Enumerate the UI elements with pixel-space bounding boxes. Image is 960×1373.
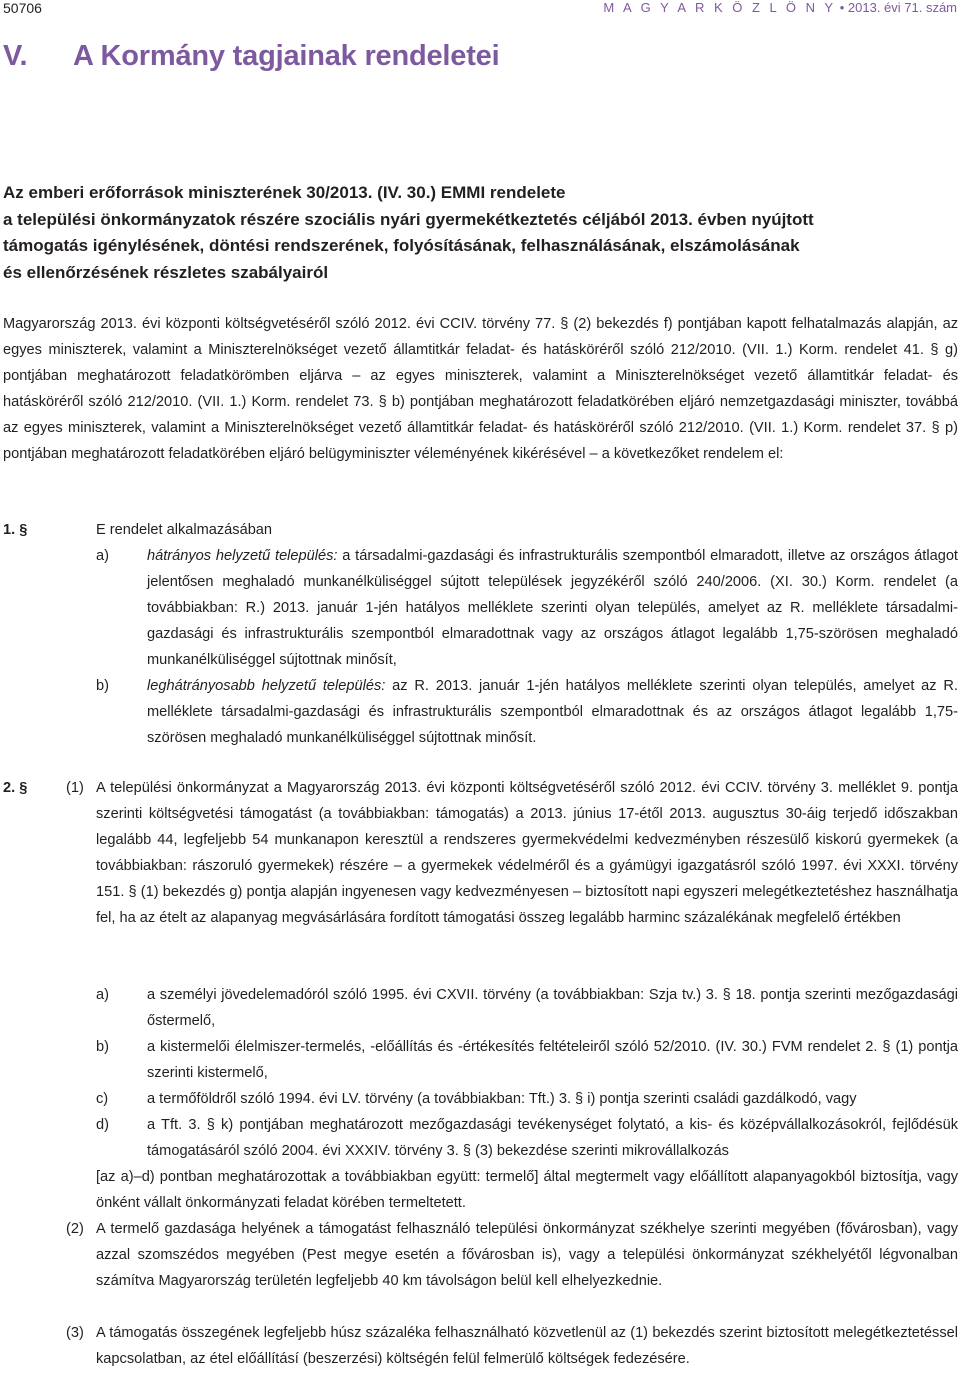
page-number: 50706 <box>3 0 42 16</box>
list-item: a Tft. 3. § k) pontjában meghatározott mezőgazdasági tevékenységet folytató, a kis- és középvállalkozásokról, fejlődésük támogatásáról szóló 2004. évi XXXIV. törvény 3. § (3) bekezdése szerinti mikrovállalkozás <box>147 1117 958 1159</box>
list-item: a személyi jövedelemadóról szóló 1995. évi CXVII. törvény (a továbbiakban: Szja tv.) 3. § 18. pontja szerinti mezőgazdasági őstermelő, <box>147 987 958 1029</box>
chapter-heading <box>3 40 499 73</box>
decree-title <box>3 180 958 286</box>
paragraph-label: (3) <box>66 1325 84 1341</box>
issue-info: • 2013. évi 71. szám <box>839 0 957 15</box>
paragraph-3: A támogatás összegének legfeljebb húsz százaléka felhasználható közvetlenül az (1) bekezdés szerint biztosított melegétkeztetéssel kapcsolatban, az étel előállításí (beszerzési) költségén felül felmerülő költségek fedezésére. <box>96 1325 958 1367</box>
section-intro: E rendelet alkalmazásában <box>96 522 273 538</box>
section-2 <box>3 776 958 1368</box>
chapter-number: V. <box>3 40 28 72</box>
decree-title-line: és ellenőrzésének részletes szabályairól <box>3 262 329 282</box>
definition-text: a társadalmi-gazdasági és infrastrukturális szempontból elmaradott, illetve az országos átlagot jelentősen meghaladó munkanélküliséggel sújtott települések jegyzékéről szóló 240/2006. (XI. 30.) Korm. rendelet (a továbbiakban: R.) 2013. január 1-jén hatályos melléklete szerinti olyan település, amelyet az R. melléklete társadalmi-gazdasági és infrastrukturális szempontból elmaradottnak vagy az országos átlagot legalább 1,75-szörösen meghaladó munkanélküliséggel sújtottnak minősít, <box>147 548 958 668</box>
section-number: 2. § <box>3 780 28 796</box>
paragraph-label: (1) <box>66 780 84 796</box>
item-label: b) <box>96 678 109 694</box>
item-label: a) <box>96 548 109 564</box>
defined-term: leghátrányosabb helyzetű település: <box>147 678 386 694</box>
definition-b <box>147 674 958 752</box>
item-label: b) <box>96 1039 109 1055</box>
chapter-title: A Kormány tagjainak rendeletei <box>73 40 500 72</box>
decree-title-line: Az emberi erőforrások miniszterének 30/2013. (IV. 30.) EMMI rendelete <box>3 183 566 202</box>
item-label: d) <box>96 1117 109 1133</box>
decree-title-line: a települési önkormányzatok részére szociális nyári gyermekétkeztetés céljából 2013. évben nyújtott <box>3 209 814 229</box>
running-header <box>603 0 957 15</box>
paragraph-1-tail: [az a)–d) pontban meghatározottak a továbbiakban együtt: termelő] által megtermelt vagy előállított alapanyagokból biztosítja, vagy önként vállalt önkormányzati feladat körében termeltetett. <box>96 1169 958 1211</box>
list-item: a termőföldről szóló 1994. évi LV. törvény (a továbbiakban: Tft.) 3. § i) pontja szerinti családi gazdálkodó, vagy <box>147 1091 857 1107</box>
decree-title-line: támogatás igénylésének, döntési rendszerének, folyósításának, felhasználásának, elszámolásának <box>3 236 800 255</box>
definition-a <box>147 544 958 674</box>
list-item: a kistermelői élelmiszer-termelés, -előállítás és -értékesítés feltételeiről szóló 52/2010. (IV. 30.) FVM rendelet 2. § (1) pontja szerinti kistermelő, <box>147 1039 958 1081</box>
item-label: c) <box>96 1091 109 1107</box>
paragraph-1: A települési önkormányzat a Magyarország 2013. évi központi költségvetéséről szóló 2012. évi CCIV. törvény 3. melléklet 9. pontja szerinti költségvetési támogatást (a továbbiakban: támogatás) a 2013. június 17-étől 2013. augusztus 30-áig terjedő időszakban legalább 44, legfeljebb 54 munkanapon keresztül a rendszeres gyermekvédelmi kedvezményben részesülő kiskorú gyermekek (a továbbiakban: rászoruló gyermekek) részére – a gyermekek védelméről és a gyámügyi igazgatásról szóló 1997. évi XXXI. törvény 151. § (1) bekezdés g) pontja alapján ingyenesen vagy kedvezményesen – biztosított napi egyszeri melegétkeztetéshez használhatja fel, ha az ételt az alapanyag megvásárlására fordított támogatási összeg legalább harminc százalékának megfelelő értékben <box>96 780 958 926</box>
paragraph-label: (2) <box>66 1221 84 1237</box>
paragraph-2: A termelő gazdasága helyének a támogatást felhasználó települési önkormányzat székhelye szerinti megyében (fővárosban), vagy azzal szomszédos megyében (Pest megye esetén a fővárosban is), vagy a települési önkormányzat székhelyétől légvonalban számítva Magyarország területén legfeljebb 40 km távolságon belül kell elhelyezkednie. <box>96 1221 958 1289</box>
section-1 <box>3 518 958 758</box>
journal-name: M A G Y A R K Ö Z L Ö N Y <box>603 0 837 15</box>
section-number: 1. § <box>3 522 28 538</box>
item-label: a) <box>96 987 109 1003</box>
defined-term: hátrányos helyzetű település: <box>147 548 338 564</box>
preamble: Magyarország 2013. évi központi költségvetéséről szóló 2012. évi CCIV. törvény 77. § (2) bekezdés f) pontjában kapott felhatalmazás alapján, az egyes miniszterek, valamint a Miniszterelnökséget vezető államtitkár feladat- és hatásköréről szóló 212/2010. (VII. 1.) Korm. rendelet 41. § g) pontjában meghatározott feladatkörömben eljárva – az egyes miniszterek, valamint a Miniszterelnökséget vezető államtitkár feladat- és hatásköréről szóló 212/2010. (VII. 1.) Korm. rendelet 73. § b) pontjában meghatározott feladatkörében eljáró nemzetgazdasági miniszter, továbbá az egyes miniszterek, valamint a Miniszterelnökséget vezető államtitkár feladat- és hatásköréről szóló 212/2010. (VII. 1.) Korm. rendelet 37. § p) pontjában meghatározott feladatkörében eljáró belügyminiszter véleményének kikérésével – a következőket rendelem el: <box>3 316 958 462</box>
definition-text: az R. 2013. január 1-jén hatályos melléklete szerinti olyan település, amelyet az R. melléklete társadalmi-gazdasági és infrastrukturális szempontból elmaradottnak és az országos átlagot legalább 1,75-szörösen meghaladó munkanélküliséggel sújtottnak minősít. <box>147 678 958 746</box>
